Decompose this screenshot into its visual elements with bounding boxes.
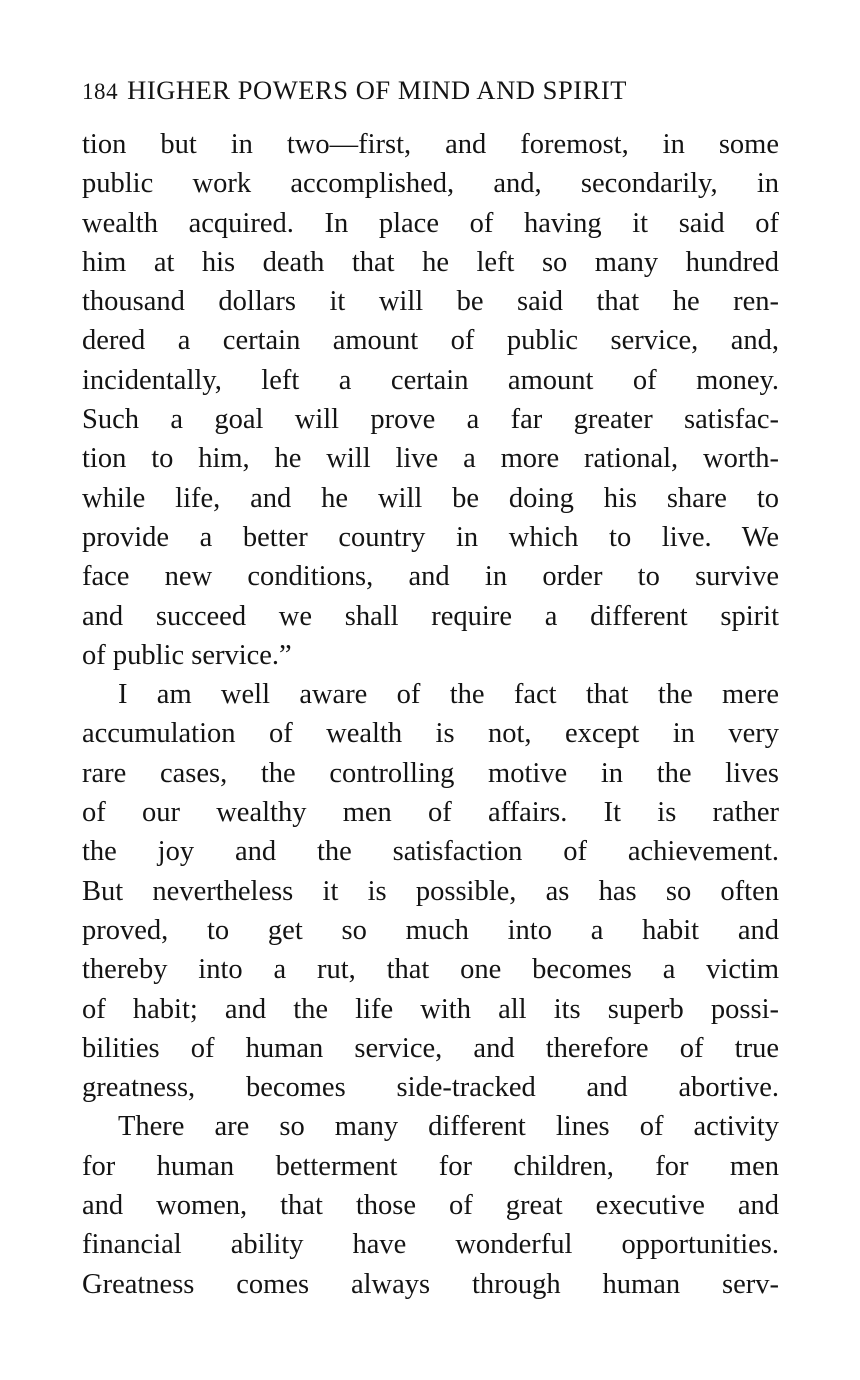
text-line: public work accomplished, and, secondarily, in	[82, 168, 779, 200]
text-line: tion but in two—first, and foremost, in some	[82, 129, 779, 160]
text-line: and succeed we shall require a different spirit	[82, 600, 779, 632]
text-line: There are so many different lines of activity	[118, 1111, 779, 1143]
text-line: Such a goal will prove a far greater satisfac-	[82, 404, 779, 436]
paragraph-2	[82, 675, 779, 1107]
text-line: wealth acquired. In place of having it said of	[82, 207, 779, 239]
text-line: thousand dollars it will be said that he ren-	[82, 286, 779, 318]
running-head-title: HIGHER POWERS OF MIND AND SPIRIT	[127, 75, 627, 105]
text-line: proved, to get so much into a habit and	[82, 914, 779, 946]
text-line: face new conditions, and in order to survive	[82, 561, 779, 593]
text-line: incidentally, left a certain amount of money.	[82, 364, 779, 396]
text-line: of our wealthy men of affairs. It is rather	[82, 797, 779, 829]
body-text	[82, 125, 779, 1304]
text-line: But nevertheless it is possible, as has so often	[82, 875, 779, 907]
text-line: tion to him, he will live a more rational, worth-	[82, 443, 779, 475]
text-line: greatness, becomes side-tracked and abortive.	[82, 1072, 779, 1104]
text-line: of habit; and the life with all its superb possi-	[82, 993, 779, 1025]
text-line: for human betterment for children, for men	[82, 1150, 779, 1182]
text-line: I am well aware of the fact that the mere	[118, 679, 779, 711]
text-line: thereby into a rut, that one becomes a victim	[82, 954, 779, 986]
page-number: 184	[82, 79, 119, 104]
text-line: provide a better country in which to live. We	[82, 521, 779, 553]
text-line: him at his death that he left so many hundred	[82, 246, 779, 278]
text-line: dered a certain amount of public service, and,	[82, 325, 779, 357]
paragraph-3	[82, 1107, 779, 1303]
text-line: financial ability have wonderful opportunities.	[82, 1229, 779, 1261]
text-line: rare cases, the controlling motive in the lives	[82, 757, 779, 789]
text-line: accumulation of wealth is not, except in very	[82, 718, 779, 750]
text-line: bilities of human service, and therefore of true	[82, 1032, 779, 1064]
text-line: and women, that those of great executive and	[82, 1190, 779, 1222]
text-line: of public service.”	[82, 639, 292, 671]
text-line: while life, and he will be doing his share to	[82, 482, 779, 514]
running-head	[82, 70, 782, 110]
text-line: the joy and the satisfaction of achievement.	[82, 836, 779, 868]
text-line: Greatness comes always through human serv-	[82, 1268, 779, 1300]
paragraph-1	[82, 125, 779, 675]
